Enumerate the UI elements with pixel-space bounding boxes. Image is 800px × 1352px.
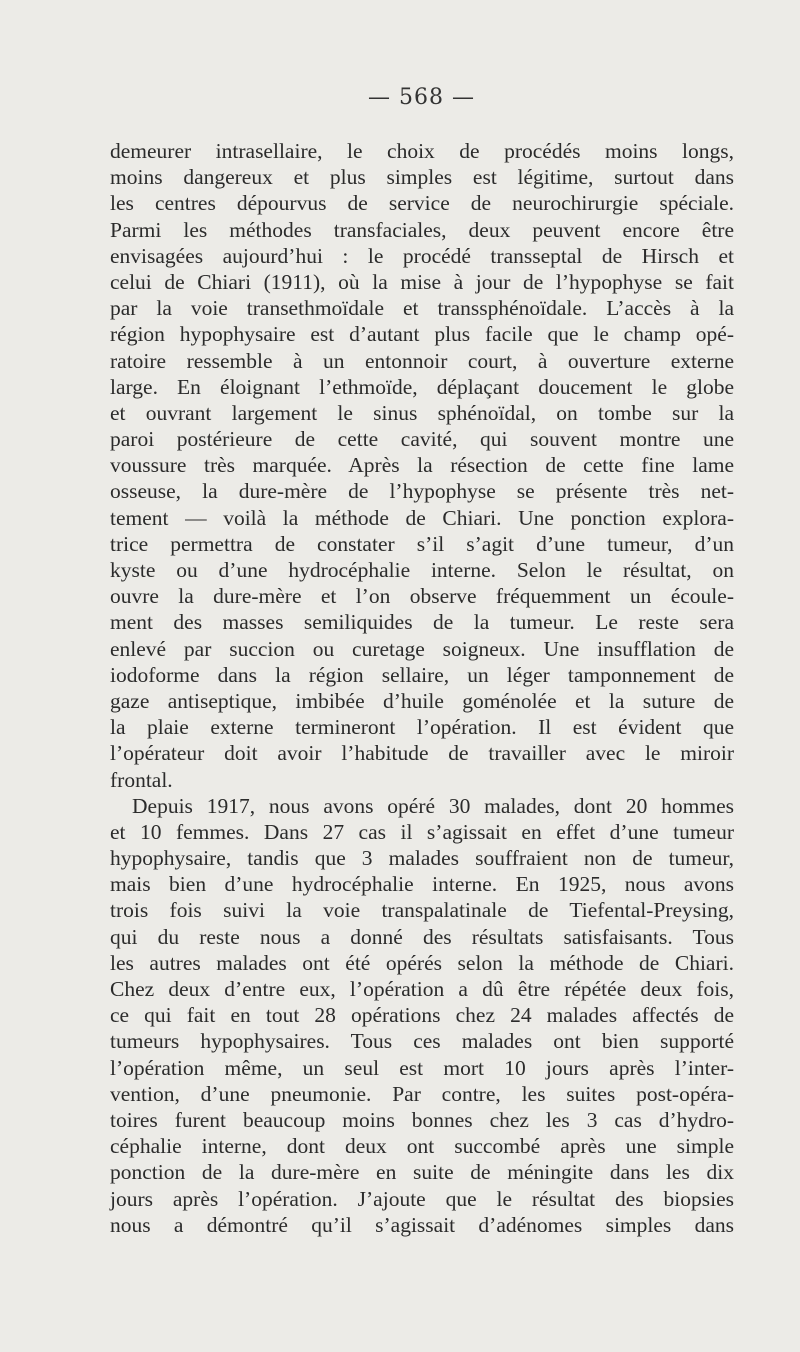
- text-line: ponction de la dure-mère en suite de méningite dans les dix: [110, 1160, 734, 1185]
- text-line: trice permettra de constater s’il s’agit d’une tumeur, d’un: [110, 531, 734, 556]
- text-line: hypophysaire, tandis que 3 malades souffraient non de tumeur,: [110, 846, 734, 871]
- text-line: qui du reste nous a donné des résultats satisfaisants. Tous: [110, 924, 734, 949]
- text-line: Chez deux d’entre eux, l’opération a dû être répétée deux fois,: [110, 977, 734, 1001]
- text-line: et ouvrant largement le sinus sphénoïdal, on tombe sur la: [110, 400, 734, 425]
- text-line: tumeurs hypophysaires. Tous ces malades ont bien supporté: [110, 1029, 734, 1054]
- text-line: kyste ou d’une hydrocéphalie interne. Selon le résultat, on: [110, 558, 734, 582]
- text-line: demeurer intrasellaire, le choix de procédés moins longs,: [110, 139, 734, 163]
- text-line: envisagées aujourd’hui : le procédé transseptal de Hirsch et: [110, 243, 734, 268]
- text-line: moins dangereux et plus simples est légitime, surtout dans: [110, 165, 734, 190]
- text-line: gaze antiseptique, imbibée d’huile goménolée et la suture de: [110, 688, 734, 713]
- text-line: les centres dépourvus de service de neurochirurgie spéciale.: [110, 191, 734, 216]
- text-line: Depuis 1917, nous avons opéré 30 malades, dont 20 hommes: [132, 793, 734, 818]
- text-line: l’opération même, un seul est mort 10 jours après l’inter-: [110, 1055, 734, 1080]
- text-line: par la voie transethmoïdale et transsphénoïdale. L’accès à la: [110, 296, 734, 321]
- page-number: — 568 —: [368, 85, 475, 110]
- text-line: les autres malades ont été opérés selon la méthode de Chiari.: [110, 950, 734, 975]
- text-line: iodoforme dans la région sellaire, un léger tamponnement de: [110, 662, 734, 687]
- text-line: nous a démontré qu’il s’agissait d’adénomes simples dans: [110, 1212, 734, 1237]
- text-line: mais bien d’une hydrocéphalie interne. En 1925, nous avons: [110, 872, 734, 897]
- text-line: osseuse, la dure-mère de l’hypophyse se présente très net-: [110, 479, 734, 504]
- text-line: Parmi les méthodes transfaciales, deux peuvent encore être: [110, 217, 734, 242]
- text-line: l’opérateur doit avoir l’habitude de travailler avec le miroir: [110, 741, 734, 766]
- text-line: toires furent beaucoup moins bonnes chez les 3 cas d’hydro-: [110, 1107, 734, 1132]
- body-text: [110, 138, 734, 1238]
- text-line: ment des masses semiliquides de la tumeur. Le reste sera: [110, 610, 734, 635]
- text-line: trois fois suivi la voie transpalatinale de Tiefental-Preysing,: [110, 898, 734, 923]
- text-line: région hypophysaire est d’autant plus facile que le champ opé-: [110, 322, 734, 347]
- text-line: frontal.: [110, 767, 173, 792]
- text-line: jours après l’opération. J’ajoute que le résultat des biopsies: [110, 1186, 734, 1211]
- text-line: tement — voilà la méthode de Chiari. Une ponction explora-: [110, 505, 734, 530]
- text-line: vention, d’une pneumonie. Par contre, les suites post-opéra-: [110, 1081, 734, 1106]
- text-line: ouvre la dure-mère et l’on observe fréquemment un écoule-: [110, 584, 734, 609]
- text-line: enlevé par succion ou curetage soigneux. Une insufflation de: [110, 636, 734, 661]
- text-line: large. En éloignant l’ethmoïde, déplaçant doucement le globe: [110, 374, 734, 399]
- text-line: celui de Chiari (1911), où la mise à jour de l’hypophyse se fait: [110, 269, 734, 294]
- text-line: ce qui fait en tout 28 opérations chez 24 malades affectés de: [110, 1003, 734, 1028]
- text-line: ratoire ressemble à un entonnoir court, à ouverture externe: [110, 348, 734, 373]
- text-line: et 10 femmes. Dans 27 cas il s’agissait en effet d’une tumeur: [110, 819, 734, 844]
- text-line: voussure très marquée. Après la résection de cette fine lame: [110, 453, 734, 478]
- text-line: la plaie externe termineront l’opération. Il est évident que: [110, 715, 734, 740]
- text-line: paroi postérieure de cette cavité, qui souvent montre une: [110, 427, 734, 452]
- text-line: céphalie interne, dont deux ont succombé après une simple: [110, 1134, 734, 1159]
